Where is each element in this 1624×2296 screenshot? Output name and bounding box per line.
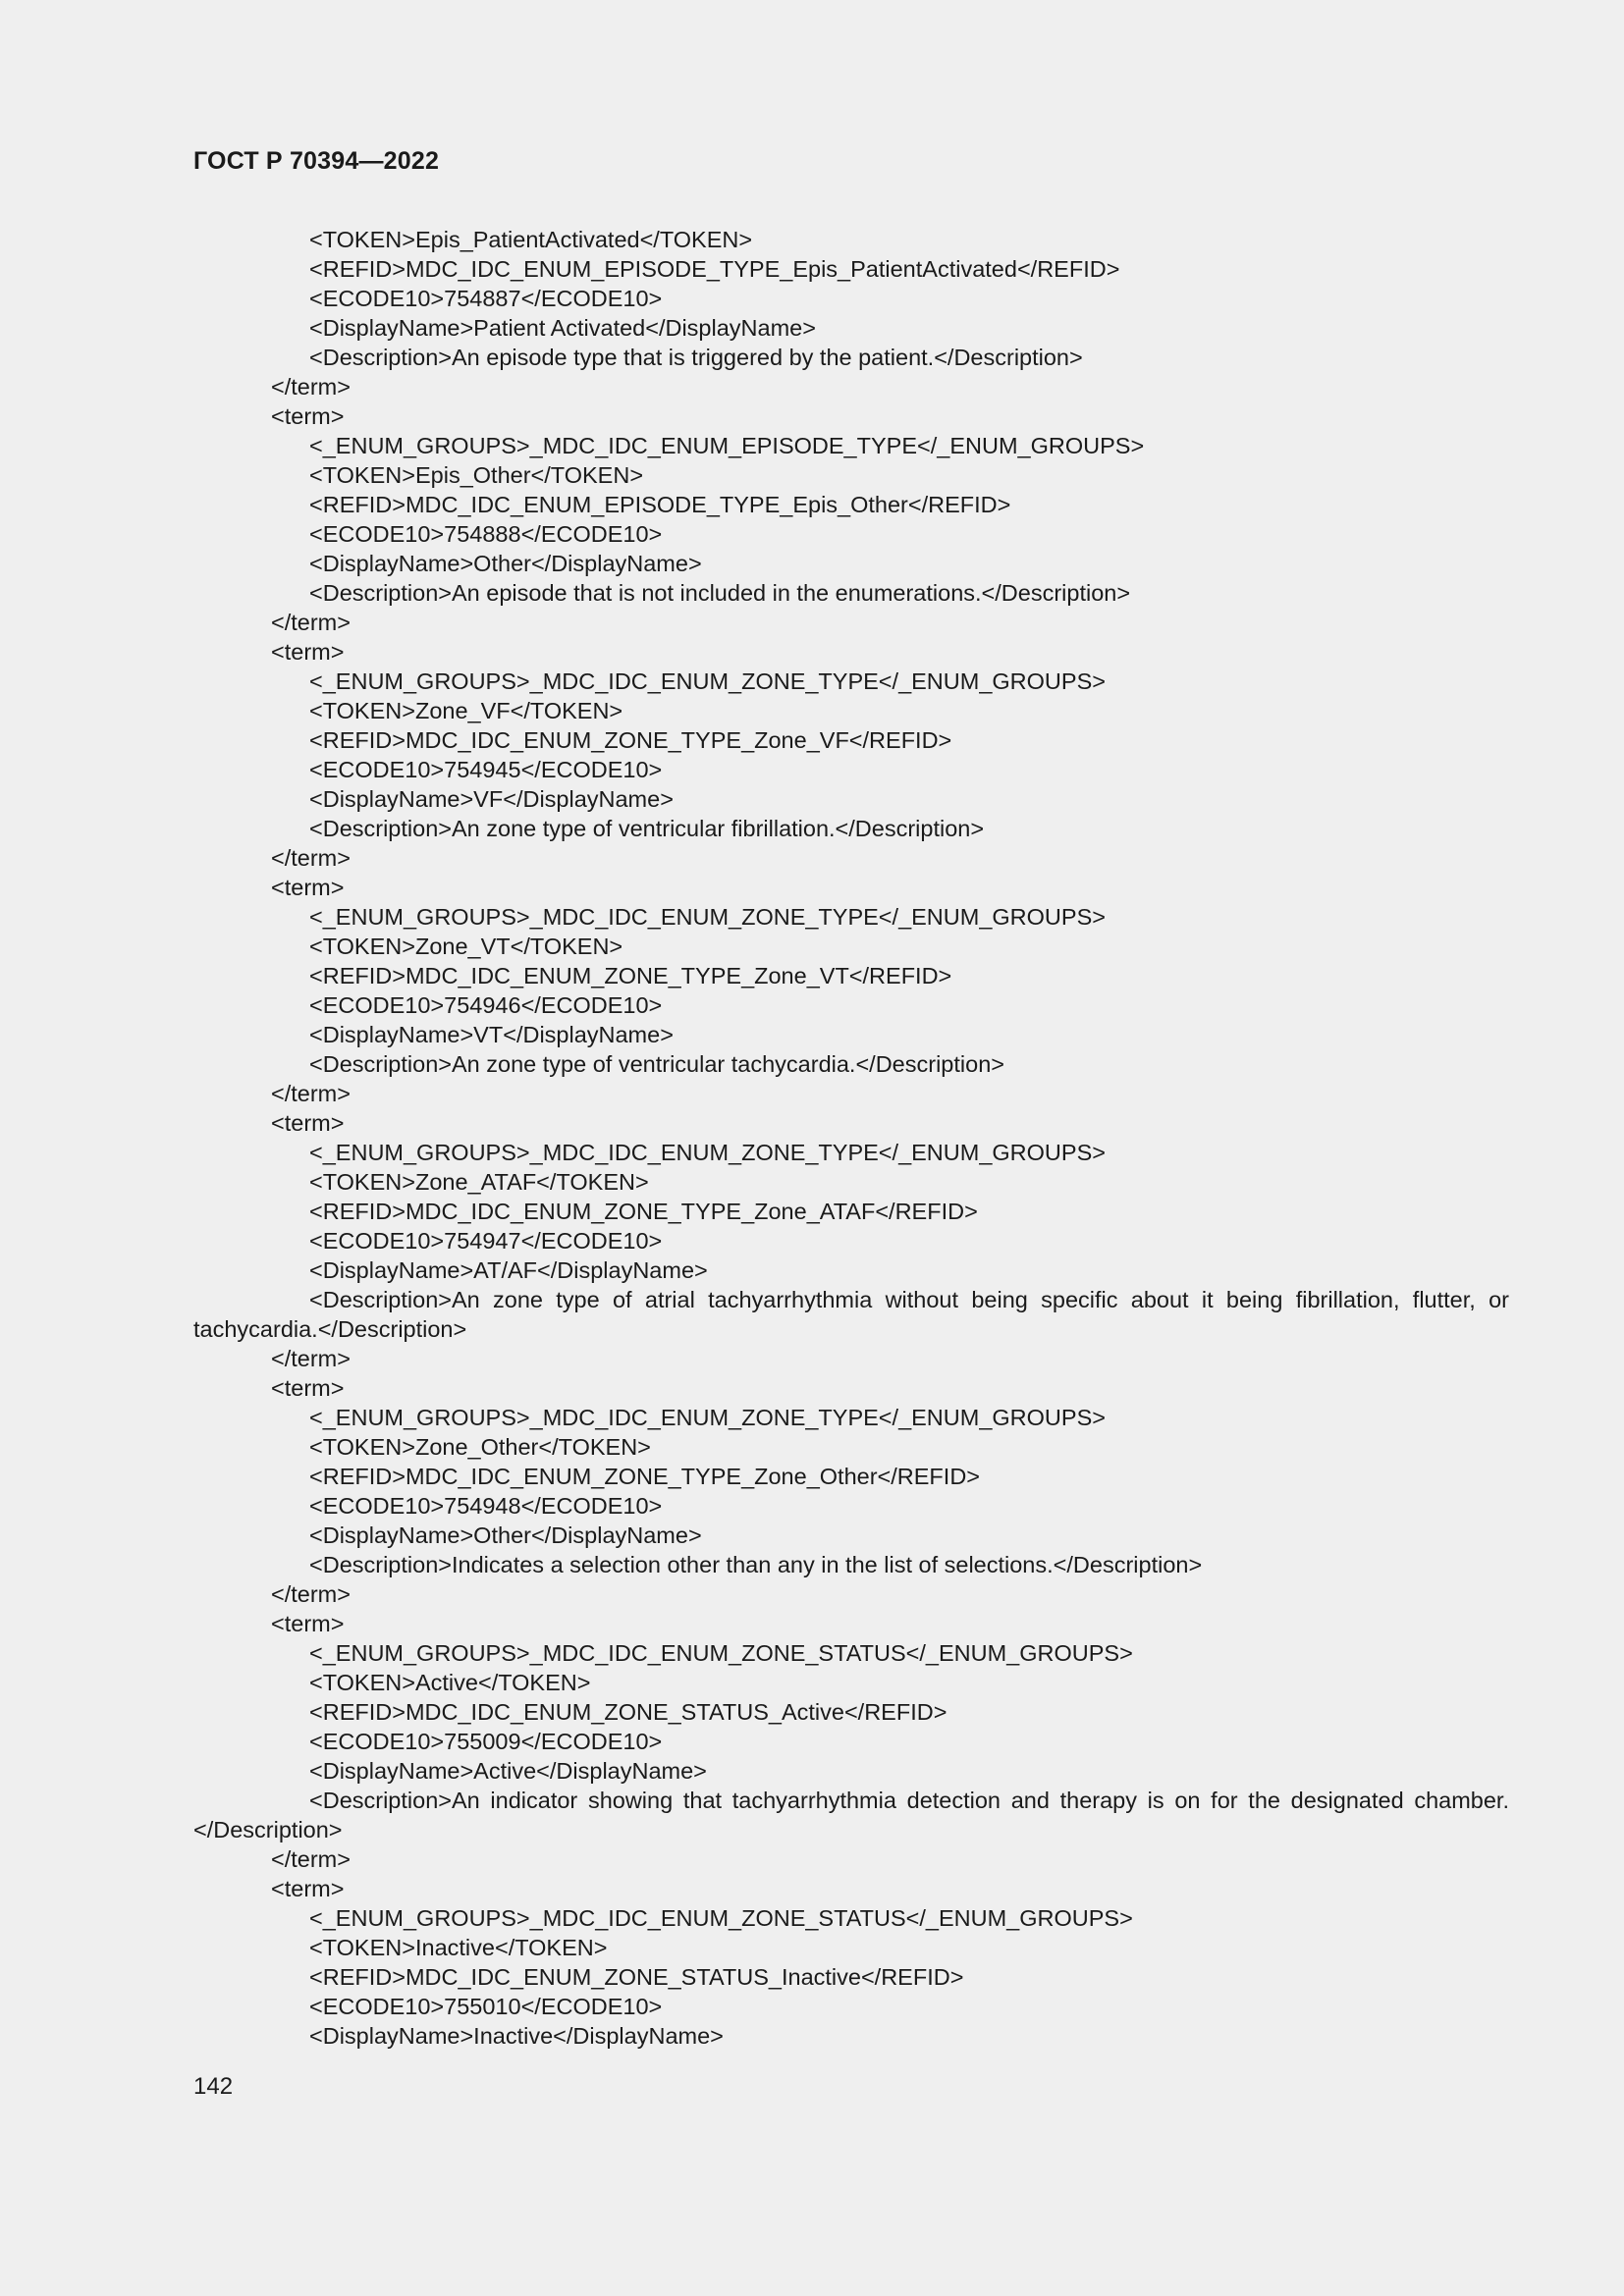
code-line: <REFID>MDC_IDC_ENUM_ZONE_TYPE_Zone_ATAF</REFID> <box>309 1199 978 1224</box>
xml-listing <box>193 225 1509 2051</box>
code-line: <DisplayName>Patient Activated</DisplayName> <box>309 315 816 341</box>
code-line: </term> <box>271 1581 351 1607</box>
code-line: <Description>Indicates a selection other than any in the list of selections.</Description> <box>309 1552 1203 1577</box>
code-line: <ECODE10>754947</ECODE10> <box>309 1228 663 1254</box>
code-line: <REFID>MDC_IDC_ENUM_EPISODE_TYPE_Epis_Other</REFID> <box>309 492 1011 517</box>
code-line: <Description>An episode type that is triggered by the patient.</Description> <box>309 345 1083 370</box>
code-line: <TOKEN>Epis_PatientActivated</TOKEN> <box>309 227 753 252</box>
code-line: <ECODE10>754945</ECODE10> <box>309 757 663 782</box>
page-number: 142 <box>193 2073 234 2100</box>
code-line: <Description>An zone type of ventricular fibrillation.</Description> <box>309 816 985 841</box>
code-line: <term> <box>271 1375 345 1401</box>
code-line: <ECODE10>755010</ECODE10> <box>309 1994 663 2019</box>
code-line: <Description>An indicator showing that tachyarrhythmia detection and therapy is on for the designated chamber.</Description> <box>193 1788 1509 1842</box>
code-line: <DisplayName>Other</DisplayName> <box>309 1522 702 1548</box>
code-line: </term> <box>271 610 351 635</box>
code-line: <TOKEN>Active</TOKEN> <box>309 1670 591 1695</box>
code-line: <TOKEN>Zone_VT</TOKEN> <box>309 934 623 959</box>
code-line: <REFID>MDC_IDC_ENUM_ZONE_STATUS_Active</REFID> <box>309 1699 947 1725</box>
code-line: </term> <box>271 1346 351 1371</box>
code-line: <ECODE10>754887</ECODE10> <box>309 286 663 311</box>
code-line: <term> <box>271 1611 345 1636</box>
code-line: <Description>An zone type of atrial tachyarrhythmia without being specific about it being fibrillation, flutter, or tachycardia.</Description> <box>193 1287 1509 1342</box>
code-line: <TOKEN>Zone_Other</TOKEN> <box>309 1434 651 1460</box>
code-line: <_ENUM_GROUPS>_MDC_IDC_ENUM_ZONE_STATUS</_ENUM_GROUPS> <box>309 1640 1133 1666</box>
code-line: <TOKEN>Zone_VF</TOKEN> <box>309 698 623 723</box>
code-line: <REFID>MDC_IDC_ENUM_ZONE_TYPE_Zone_Other</REFID> <box>309 1464 981 1489</box>
code-line: <ECODE10>755009</ECODE10> <box>309 1729 663 1754</box>
code-line: <term> <box>271 1876 345 1901</box>
code-line: <REFID>MDC_IDC_ENUM_ZONE_TYPE_Zone_VT</REFID> <box>309 963 952 988</box>
code-line: <term> <box>271 403 345 429</box>
code-line: <_ENUM_GROUPS>_MDC_IDC_ENUM_ZONE_STATUS</_ENUM_GROUPS> <box>309 1905 1133 1931</box>
code-line: <_ENUM_GROUPS>_MDC_IDC_ENUM_EPISODE_TYPE</_ENUM_GROUPS> <box>309 433 1145 458</box>
code-line: </term> <box>271 374 351 400</box>
code-line: <TOKEN>Zone_ATAF</TOKEN> <box>309 1169 649 1195</box>
code-line: </term> <box>271 1846 351 1872</box>
code-line: <_ENUM_GROUPS>_MDC_IDC_ENUM_ZONE_TYPE</_ENUM_GROUPS> <box>309 668 1106 694</box>
code-line: <REFID>MDC_IDC_ENUM_EPISODE_TYPE_Epis_PatientActivated</REFID> <box>309 256 1120 282</box>
code-line: <_ENUM_GROUPS>_MDC_IDC_ENUM_ZONE_TYPE</_ENUM_GROUPS> <box>309 1405 1106 1430</box>
code-line: <ECODE10>754946</ECODE10> <box>309 992 663 1018</box>
code-line: </term> <box>271 845 351 871</box>
code-line: <REFID>MDC_IDC_ENUM_ZONE_TYPE_Zone_VF</REFID> <box>309 727 952 753</box>
code-line: <term> <box>271 639 345 665</box>
code-line: <_ENUM_GROUPS>_MDC_IDC_ENUM_ZONE_TYPE</_ENUM_GROUPS> <box>309 1140 1106 1165</box>
code-line: <ECODE10>754888</ECODE10> <box>309 521 663 547</box>
code-line: <term> <box>271 1110 345 1136</box>
code-line: <DisplayName>VF</DisplayName> <box>309 786 674 812</box>
code-line: <DisplayName>AT/AF</DisplayName> <box>309 1257 708 1283</box>
code-line: </term> <box>271 1081 351 1106</box>
code-line: <term> <box>271 875 345 900</box>
code-line: <TOKEN>Epis_Other</TOKEN> <box>309 462 644 488</box>
code-line: <TOKEN>Inactive</TOKEN> <box>309 1935 608 1960</box>
code-line: <_ENUM_GROUPS>_MDC_IDC_ENUM_ZONE_TYPE</_ENUM_GROUPS> <box>309 904 1106 930</box>
code-line: <Description>An zone type of ventricular tachycardia.</Description> <box>309 1051 1004 1077</box>
code-line: <Description>An episode that is not included in the enumerations.</Description> <box>309 580 1131 606</box>
code-line: <DisplayName>Other</DisplayName> <box>309 551 702 576</box>
code-line: <REFID>MDC_IDC_ENUM_ZONE_STATUS_Inactive</REFID> <box>309 1964 964 1990</box>
code-line: <DisplayName>Inactive</DisplayName> <box>309 2023 724 2049</box>
code-line: <DisplayName>VT</DisplayName> <box>309 1022 674 1047</box>
code-line: <ECODE10>754948</ECODE10> <box>309 1493 663 1519</box>
document-header: ГОСТ Р 70394—2022 <box>193 147 440 175</box>
code-line: <DisplayName>Active</DisplayName> <box>309 1758 707 1784</box>
